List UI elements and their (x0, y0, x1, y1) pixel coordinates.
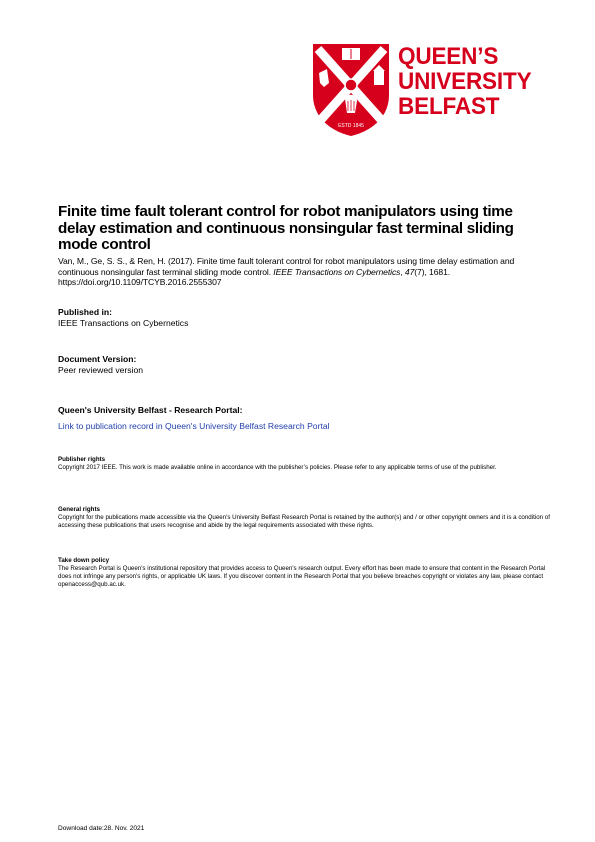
published-heading: Published in: (58, 307, 112, 317)
publication-record-link[interactable]: Link to publication record in Queen's University Belfast Research Portal (58, 420, 330, 431)
citation-text: Van, M., Ge, S. S., & Ren, H. (2017). Finite time fault tolerant control for robot manipulators using time delay estimation and continuous nonsingular fast terminal sliding mode control. (58, 256, 515, 277)
published-section (58, 307, 188, 328)
university-crest-icon (312, 43, 390, 137)
research-portal-section (58, 405, 330, 434)
take-down-policy-section (58, 557, 550, 589)
paper-title: Finite time fault tolerant control for robot manipulators using time delay estimation and continuous nonsingular fast terminal sliding mode control (58, 203, 514, 253)
general-rights-section (58, 506, 550, 530)
citation-volume: 47 (404, 266, 415, 277)
citation-journal: IEEE Transactions on Cybernetics (273, 266, 401, 277)
research-portal-heading: Queen's University Belfast - Research Portal: (58, 405, 243, 415)
general-rights-heading: General rights (58, 506, 100, 513)
university-wordmark (398, 44, 543, 119)
wordmark-line2: UNIVERSITY (398, 68, 532, 95)
general-rights-text: Copyright for the publications made accessible via the Queen's University Belfast Research Portal is retained by the author(s) and / or other copyright owners and it is a condition of accessing these publications that users recognise and abide by the legal requirements associated with these rights. (58, 514, 550, 529)
document-version-value: Peer reviewed version (58, 364, 144, 375)
publisher-rights-text: Copyright 2017 IEEE. This work is made available online in accordance with the publisher’s policies. Please refer to any applicable terms of use of the publisher. (58, 464, 497, 471)
document-version-heading: Document Version: (58, 354, 137, 364)
wordmark-line1: QUEEN’S (398, 43, 499, 70)
citation: Van, M., Ge, S. S., & Ren, H. (2017). Finite time fault tolerant control for robot manipulators using time delay estimation and continuous nonsingular fast terminal sliding mode control. IEEE Transactions on Cybernetics, 47(7), 1681. https://doi.org/10.1109/TCYB.2016.2555307 (58, 256, 515, 287)
citation-rest: (7), 1681. https://doi.org/10.1109/TCYB.2016.2555307 (58, 266, 451, 287)
published-value: IEEE Transactions on Cybernetics (58, 317, 189, 328)
take-down-policy-heading: Take down policy (58, 557, 110, 564)
take-down-policy-text: The Research Portal is Queen's institutional repository that provides access to Queen's research output. Every effort has been made to ensure that content in the Research Portal does not infringe any person's rights, or applicable UK laws. If you discover content in the Research Portal that you believe breaches copyright or violates any law, please contact openaccess@qub.ac.uk. (58, 565, 546, 588)
estd-text: ESTD 1845 (338, 123, 364, 129)
publisher-rights-heading: Publisher rights (58, 456, 106, 463)
university-logo (312, 43, 552, 139)
document-version-section (58, 354, 143, 375)
publisher-rights-section (58, 456, 550, 472)
wordmark-line3: BELFAST (398, 93, 500, 120)
download-date: Download date:28. Nov. 2021 (58, 825, 145, 832)
